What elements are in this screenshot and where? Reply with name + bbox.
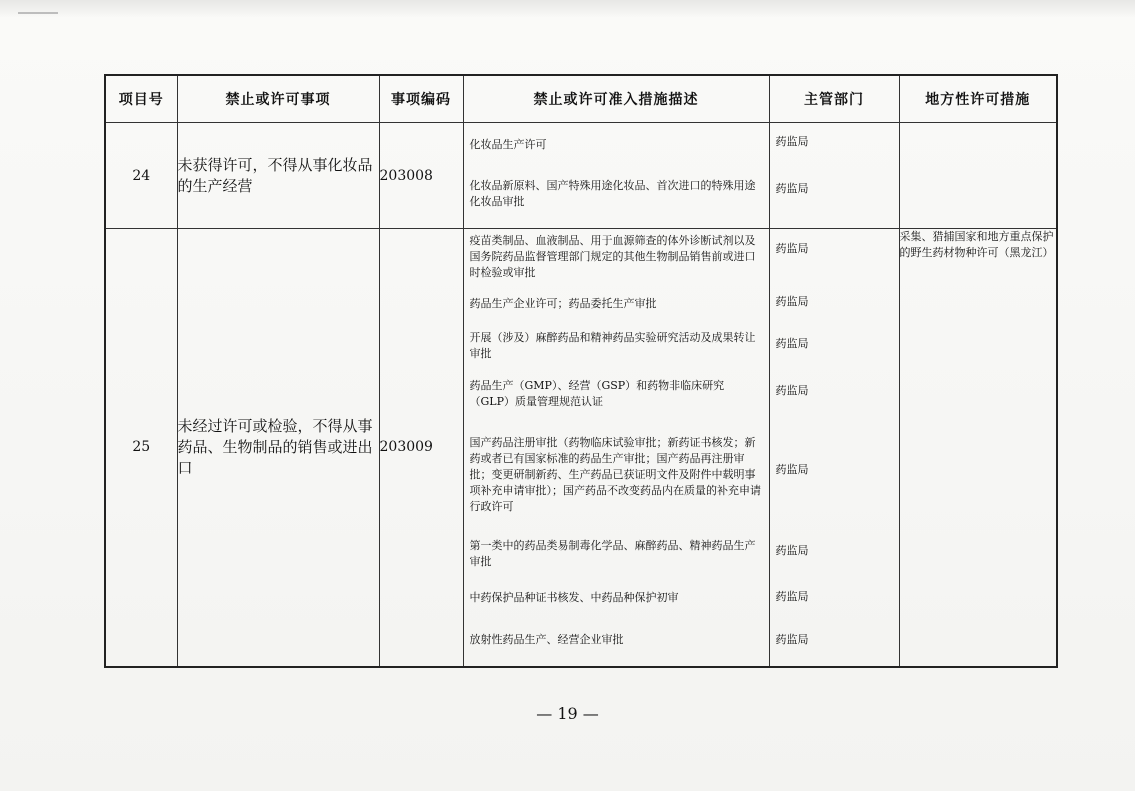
header-description: 禁止或许可准入措施描述 — [463, 75, 769, 123]
measure-description: 第一类中的药品类易制毒化学品、麻醉药品、精神药品生产审批 — [469, 539, 756, 568]
item-matter: 未获得许可，不得从事化妆品的生产经营 — [177, 123, 379, 229]
department-cell — [769, 123, 899, 229]
item-number: 24 — [105, 123, 177, 229]
item-number: 25 — [105, 229, 177, 667]
department: 药监局 — [775, 135, 809, 148]
header-matter: 禁止或许可事项 — [177, 75, 379, 123]
local-measure: 采集、猎捕国家和地方重点保护的野生药材物种许可（黑龙江） — [899, 229, 1057, 667]
measure-description: 药品生产（GMP）、经营（GSP）和药物非临床研究（GLP）质量管理规范认证 — [469, 379, 725, 408]
measure-description: 开展（涉及）麻醉药品和精神药品实验研究活动及成果转让审批 — [469, 331, 756, 360]
measure-description: 中药保护品种证书核发、中药品种保护初审 — [469, 591, 679, 604]
measure-description: 放射性药品生产、经营企业审批 — [469, 633, 624, 646]
department: 药监局 — [775, 295, 809, 308]
measure-description: 化妆品生产许可 — [469, 138, 547, 151]
department: 药监局 — [775, 463, 809, 476]
department: 药监局 — [775, 544, 809, 557]
table-header-row — [105, 75, 1057, 123]
measure-description: 药品生产企业许可；药品委托生产审批 — [469, 297, 657, 310]
department: 药监局 — [775, 337, 809, 350]
item-matter: 未经过许可或检验，不得从事药品、生物制品的销售或进出口 — [177, 229, 379, 667]
scan-shadow — [0, 0, 1135, 18]
measure-description: 疫苗类制品、血液制品、用于血源筛查的体外诊断试剂以及国务院药品监督管理部门规定的其他生物制品销售前或进口时检验或审批 — [469, 234, 756, 279]
header-department: 主管部门 — [769, 75, 899, 123]
table-row — [105, 123, 1057, 229]
department: 药监局 — [775, 633, 809, 646]
header-local-measure: 地方性许可措施 — [899, 75, 1057, 123]
header-code: 事项编码 — [379, 75, 463, 123]
item-code: 203009 — [379, 229, 463, 667]
header-item-number: 项目号 — [105, 75, 177, 123]
department: 药监局 — [775, 182, 809, 195]
table-row — [105, 229, 1057, 667]
measure-description-cell — [463, 229, 769, 667]
page-number: — 19 — — [536, 704, 599, 723]
department-cell — [769, 229, 899, 667]
item-code: 203008 — [379, 123, 463, 229]
measure-description-cell — [463, 123, 769, 229]
local-measure — [899, 123, 1057, 229]
department: 药监局 — [775, 242, 809, 255]
department: 药监局 — [775, 590, 809, 603]
measure-description: 化妆品新原料、国产特殊用途化妆品、首次进口的特殊用途化妆品审批 — [469, 179, 756, 208]
permit-table — [104, 74, 1058, 668]
department: 药监局 — [775, 384, 809, 397]
measure-description: 国产药品注册审批（药物临床试验审批；新药证书核发；新药或者已有国家标准的药品生产审批；国产药品再注册审批；变更研制新药、生产药品已获证明文件及附件中载明事项补充申请审批）；国产药品不改变药品内在质量的补充申请行政许可 — [469, 436, 761, 513]
